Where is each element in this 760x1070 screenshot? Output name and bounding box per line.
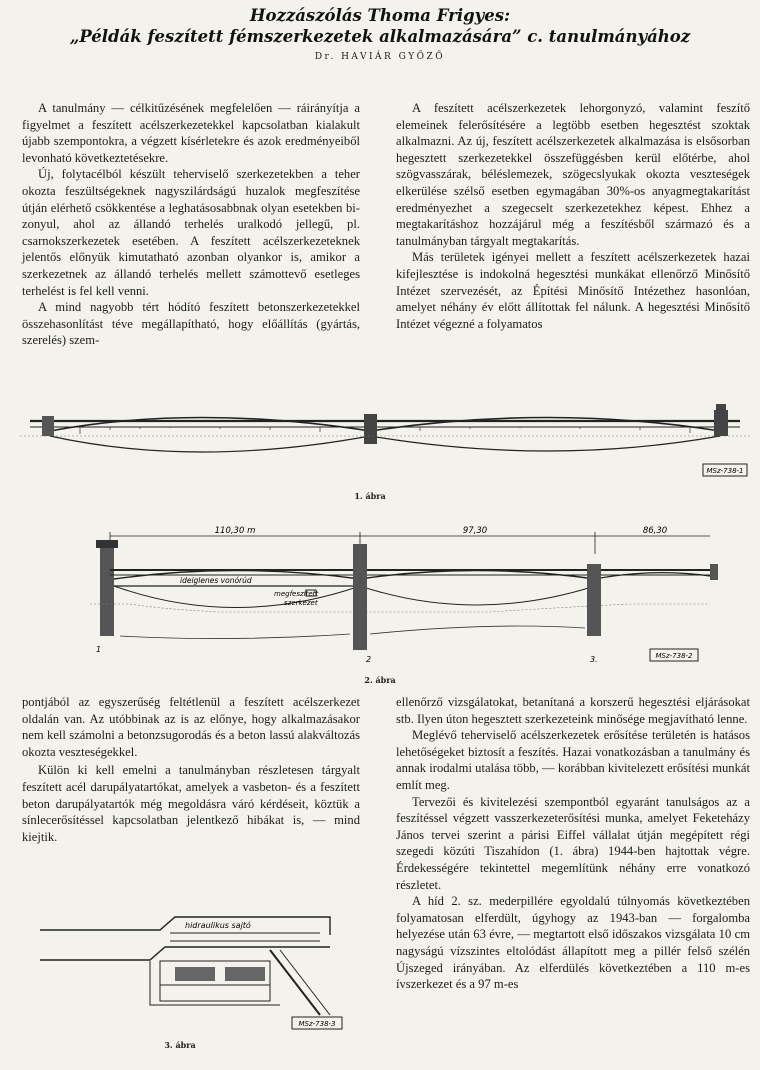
- paragraph: A feszített acélszerkezetek lehorgonyzó, valamint feszítő elemeinek felerősítésére a legtöbb esetben hegesztést szoktak alkalmazni. Az új, feszített acélszerkezetek alkalmazása is elsősorban hegesztett szerkezetekkel összefüggésben kerül előtérbe, ahol szögvasszárak, béléslemezek, szögecslyukak okozta veszteségek elkerülése szélső esetben egymagában 30%-os anyagmegtakarítást eredményezhet a szegecselt szerkezetekhez képest. Ehhez a megtakarításhoz hozzájárul még a feszítésből származó és a tanulmányban tárgyalt megtakarítás.: [396, 101, 750, 248]
- paragraph: pontjából az egyszerűség feltétlenül a feszített acélszerkezet oldalán van. Az utóbbinak az is az előnye, hogy alkalmazásakor nem kell számolni a betonzsugorodás és a beton lassú alakváltozás okozta veszteségekkel.: [22, 695, 360, 759]
- paragraph: A mind nagyobb tért hódító feszített betonszerkezetekkel összehasonlítást téve megállapítható, hogy előállítás (gyártás, szerelés) szem-: [22, 300, 360, 348]
- article-title-line-2: „Példák feszített fémszerkezetek alkalmazására” c. tanulmányához: [69, 27, 691, 46]
- article-title-line-1: Hozzászólás Thoma Frigyes:: [249, 6, 511, 25]
- pier-label-2: 2: [366, 655, 372, 664]
- figure-1-bridge-elevation: [20, 396, 750, 488]
- label-structure: szerkezet: [284, 599, 318, 607]
- paragraph: Külön ki kell emelni a tanulmányban részletesen tárgyalt feszített acél darupályatartókat, amelyek a vasbeton- és a feszített beton darupályatartók még megoldásra váró kérdéseit, köztük a sínlecerősítéssel kapcsolatban jelentkező hibákat is, — mind kiejtik.: [22, 763, 360, 844]
- paragraph: Új, folytacélból készült teherviselő szerkezetekben a teher okozta feszültségeknek nagyszilárdságú huzalok megfeszítése útján elérhető csökkentése a leghatásosabbnak olyan esetekben bizonyul, ahol az állandó terhelés uralkodó jellegű, pl. csarnokszerkezetek esetében. A feszített acélszerkezeteknek jelentős előnyük kimutatható azonban olyankor is, amikor a szerkezetnek az állandó terhelés mellett számottevő esetleges terhelést is fel kell venni.: [22, 167, 360, 298]
- pier-label-3: 3.: [590, 655, 598, 664]
- figure-2-bridge-reinforcement: [70, 524, 720, 674]
- figure-3-code: MSz-738-3: [298, 1020, 336, 1028]
- dimension-span-1: 110,30 m: [214, 526, 256, 536]
- figure-2-caption: 2. ábra: [364, 675, 396, 685]
- pier-label-1: 1: [96, 645, 102, 654]
- right-column-bottom: [396, 694, 750, 993]
- paragraph: A tanulmány — célkitűzésének megfelelően — ráirányítja a figyelmet a feszített acélszerkezetekkel kapcsolatban kialakult újabb szempontokra, a végzett kísérletekre és azok eredményeiből levonható következtetésekre.: [22, 101, 360, 165]
- author: Dr. HAVIÁR GYŐZŐ: [314, 52, 446, 62]
- left-column-top: [22, 100, 360, 349]
- figure-1-caption: 1. ábra: [354, 491, 386, 501]
- figure-3-hydraulic-jack-detail: [30, 905, 360, 1040]
- paragraph: Tervezői és kivitelezési szempontból egyaránt tanulságos az a feszítéssel végzett vasszerkezeterősítési munka, amelyet Feketeházy János tervei szerint a párisi Eiffel vállalat útján megépített régi szegedi közúti Tiszahídon (1. ábra) 1944-ben hajtottak végre. Érdekességére tekintettel megemlítünk néhány erre vonatkozó részletet.: [396, 794, 750, 892]
- paragraph: ellenőrző vizsgálatokat, betanítaná a korszerű hegesztési eljárásokat stb. Ilyen úton hegesztett szerkezeteink minősége megjavítható lenne.: [396, 695, 750, 726]
- figure-2-code: MSz-738-2: [655, 652, 693, 660]
- paragraph: Meglévő teherviselő acélszerkezetek erősítése területén is hatásos lehetőségeket biztosít a feszítés. Hazai vonatkozásban a tanulmány és annak irodalmi utalása több, — korábban kivitelezett erősítési munkát említ meg.: [396, 728, 750, 792]
- paragraph: A híd 2. sz. mederpillére egyoldalú túlnyomás következtében folyamatosan elferdült, úgyhogy az 1943-ban — forgalomba helyezése után 63 évre, — megtartott első időszakos vizsgálata 10 cm nagyságú vízszintes eltolódást állapított meg a pillér felső szélén Újszeged irányában. Az elferdülés következtében a 110 m-es ívszerkezet és a 97 m-es: [396, 894, 750, 992]
- figure-3-caption: 3. ábra: [164, 1040, 196, 1050]
- label-temporary-tie: ideiglenes vonórúd: [180, 576, 252, 585]
- paragraph: Más területek igényei mellett a feszített acélszerkezetek hazai kifejlesztése is indokolná hegesztési munkákat ellenőrző Minősítő Intézet szervezését, az Építési Minősítő Intézethez hasonlóan, amelyet néhány év előtt állítottak fel nálunk. A hegesztési Minősítő Intézet végezné a folyamatos: [396, 250, 750, 331]
- left-column-bottom: [22, 694, 360, 845]
- dimension-span-2: 97,30: [462, 526, 488, 536]
- label-hydraulic-jack: hidraulikus sajtó: [185, 921, 251, 930]
- right-column-top: [396, 100, 750, 332]
- figure-1-code: MSz-738-1: [706, 467, 744, 475]
- label-tensioned: megfeszített: [274, 590, 319, 598]
- dimension-span-3: 86,30: [642, 526, 668, 536]
